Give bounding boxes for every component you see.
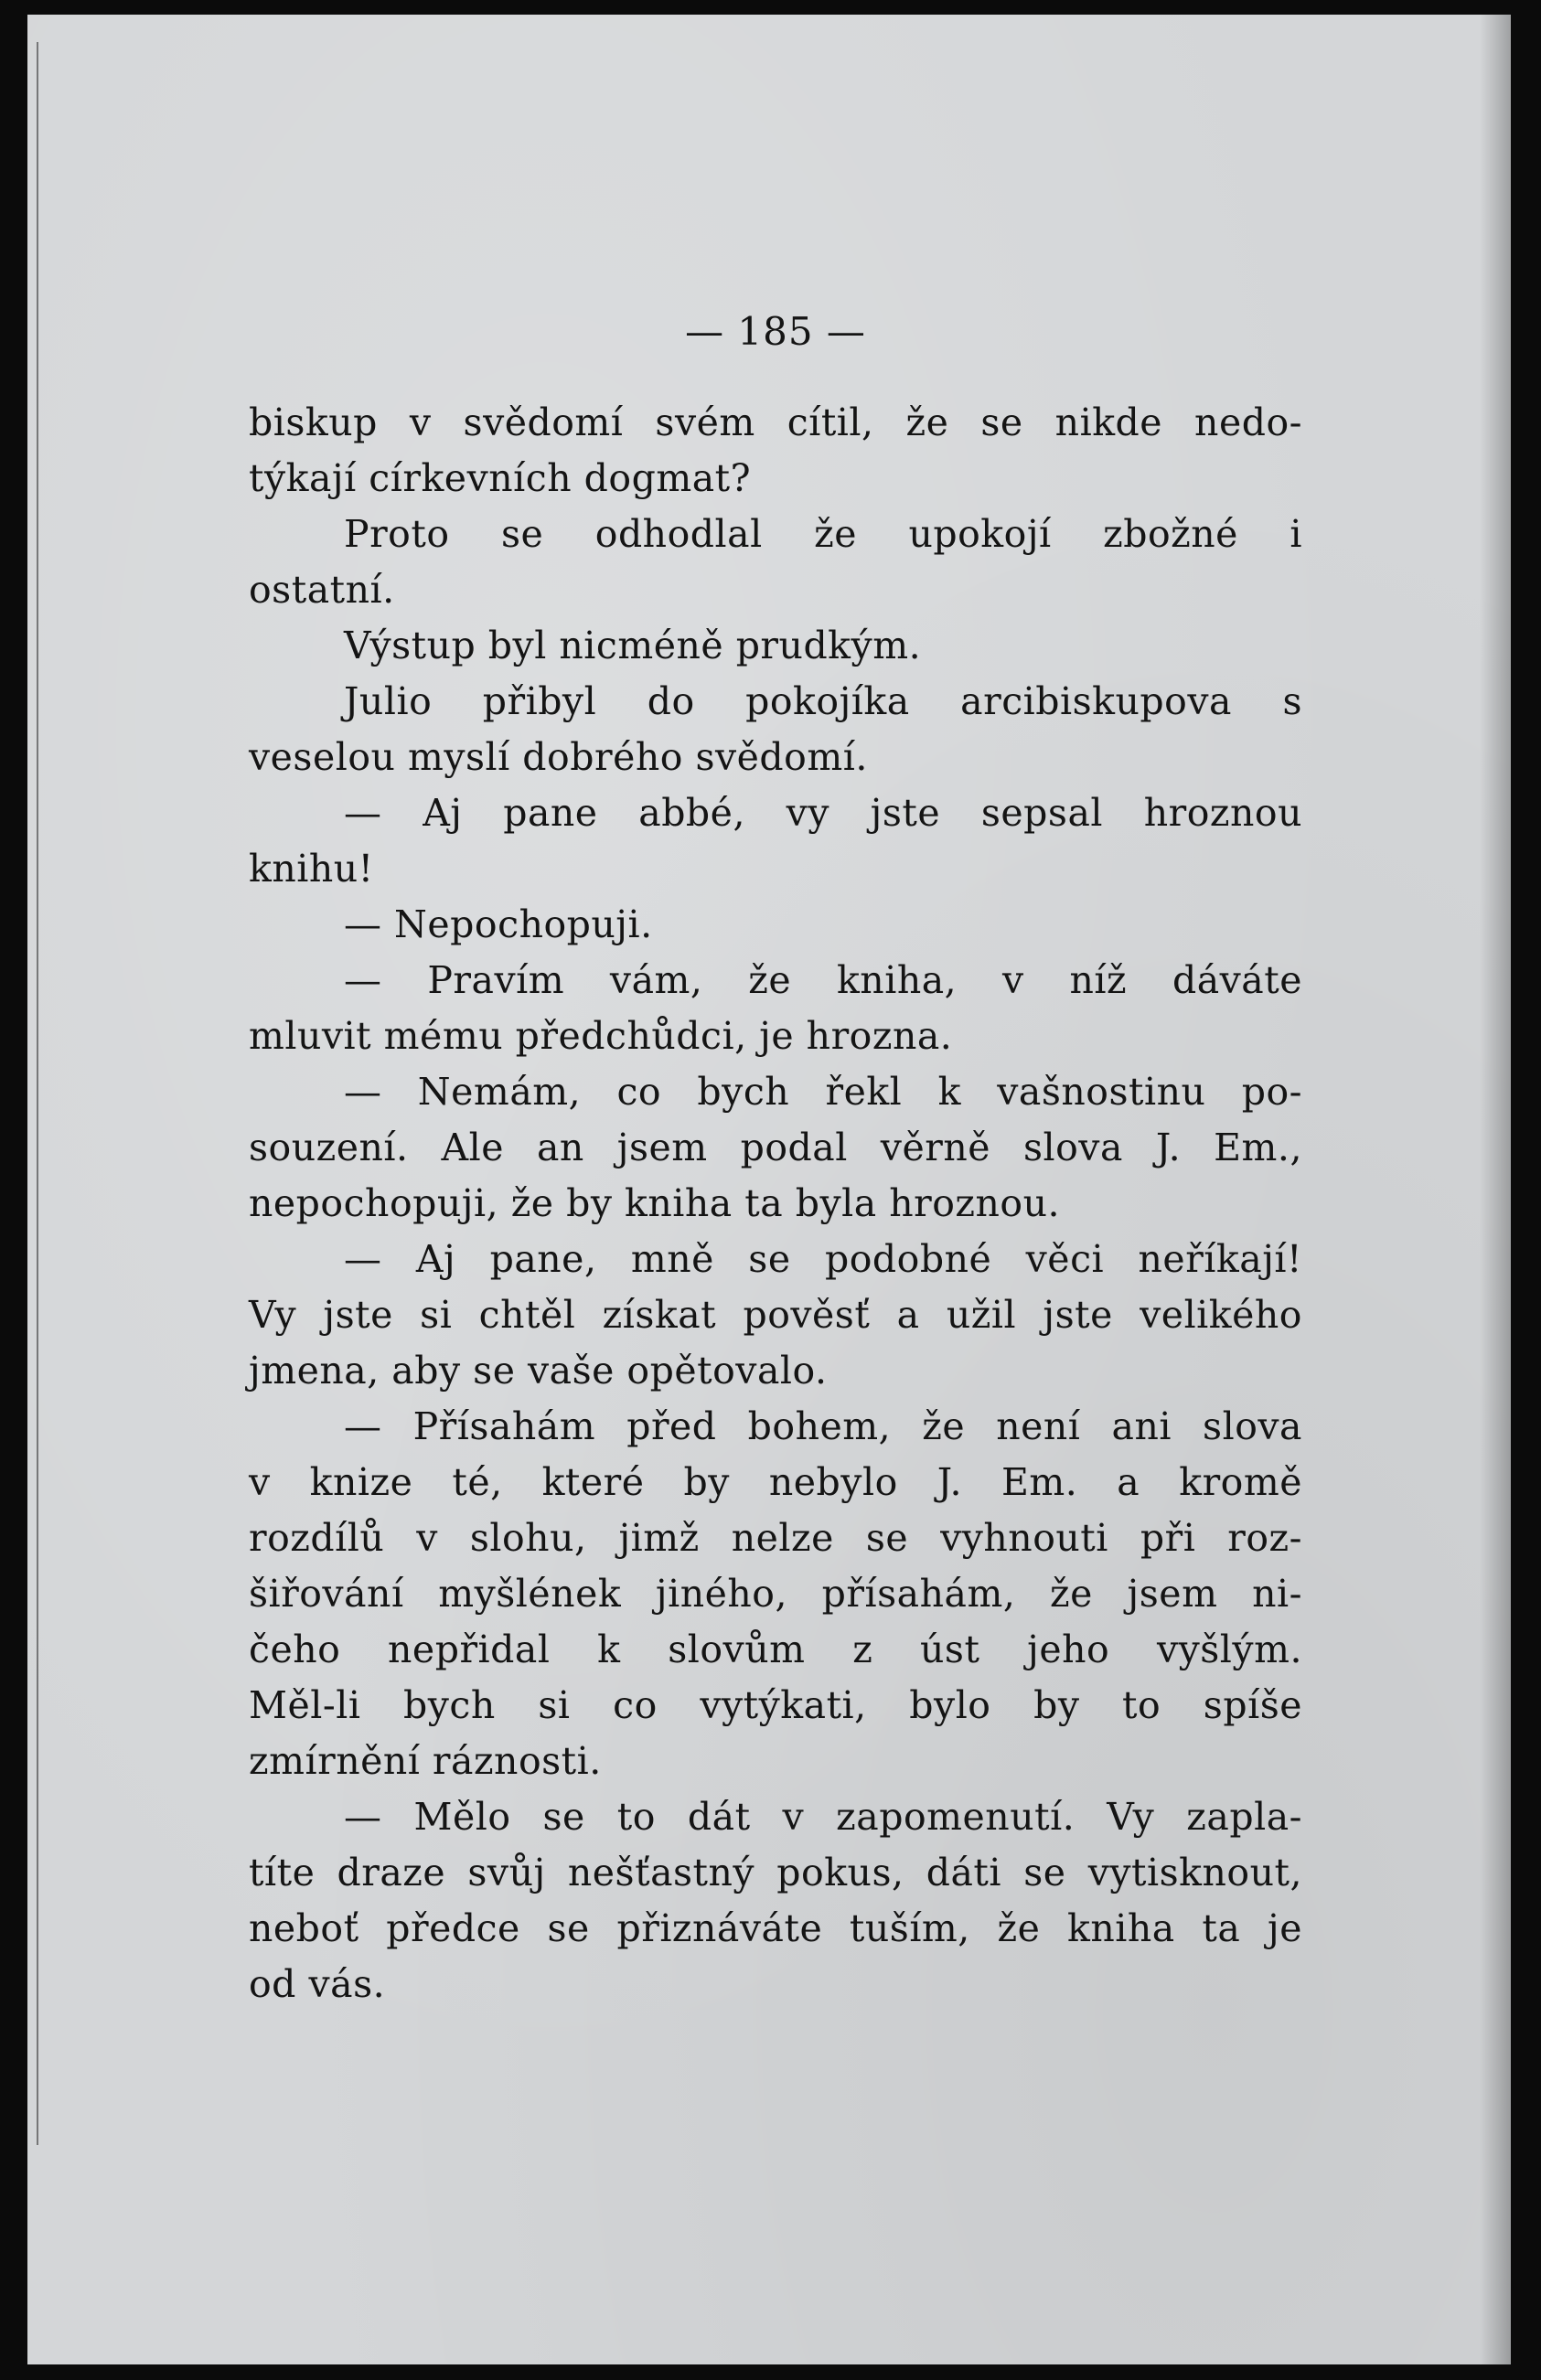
text-line: týkají církevních dogmat? <box>249 456 752 500</box>
page-number: — 185 — <box>685 309 866 354</box>
text-line: — Mělo se to dát v zapomenutí. Vy zapla- <box>344 1795 1302 1839</box>
text-line: neboť předce se přiznáváte tuším, že kniha ta je <box>249 1906 1302 1950</box>
text-line: ostatní. <box>249 568 395 612</box>
text-line: zmírnění ráznosti. <box>249 1739 602 1783</box>
text-line: Vy jste si chtěl získat pověsť a užil jste velikého <box>249 1293 1302 1337</box>
text-line: souzení. Ale an jsem podal věrně slova J. Em., <box>249 1126 1302 1169</box>
text-line: — Aj pane, mně se podobné věci neříkají! <box>344 1237 1302 1281</box>
text-line: títe draze svůj nešťastný pokus, dáti se vytisknout, <box>249 1851 1302 1894</box>
text-line: knihu! <box>249 847 374 891</box>
book-page <box>27 15 1511 2364</box>
text-line: — Aj pane abbé, vy jste sepsal hroznou <box>344 791 1302 835</box>
text-line: mluvit mému předchůdci, je hrozna. <box>249 1014 953 1058</box>
text-line: nepochopuji, že by kniha ta byla hroznou. <box>249 1181 1061 1225</box>
text-line: — Pravím vám, že kniha, v níž dáváte <box>344 958 1302 1002</box>
text-line: — Nepochopuji. <box>344 902 653 946</box>
text-line: v knize té, které by nebylo J. Em. a kromě <box>249 1460 1302 1504</box>
text-line: Měl-li bych si co vytýkati, bylo by to spíše <box>249 1683 1302 1727</box>
binding-edge <box>37 42 38 2145</box>
text-line: — Přísahám před bohem, že není ani slova <box>344 1404 1302 1448</box>
text-line: jmena, aby se vaše opětovalo. <box>249 1349 828 1393</box>
text-line: Výstup byl nicméně prudkým. <box>344 624 922 667</box>
text-line: biskup v svědomí svém cítil, že se nikde nedo- <box>249 400 1302 444</box>
page-shadow <box>1480 15 1511 2364</box>
text-line: čeho nepřidal k slovům z úst jeho vyšlým. <box>249 1628 1302 1671</box>
page-body <box>249 395 1302 2012</box>
text-line: — Nemám, co bych řekl k vašnostinu po- <box>344 1070 1302 1114</box>
text-line: Julio přibyl do pokojíka arcibiskupova s <box>344 679 1302 723</box>
text-line: veselou myslí dobrého svědomí. <box>249 735 868 779</box>
text-line: Proto se odhodlal že upokojí zbožné i <box>344 512 1302 556</box>
text-line: rozdílů v slohu, jimž nelze se vyhnouti při roz- <box>249 1516 1302 1560</box>
text-line: šiřování myšlének jiného, přísahám, že jsem ni- <box>249 1572 1302 1616</box>
text-line: od vás. <box>249 1962 386 2006</box>
